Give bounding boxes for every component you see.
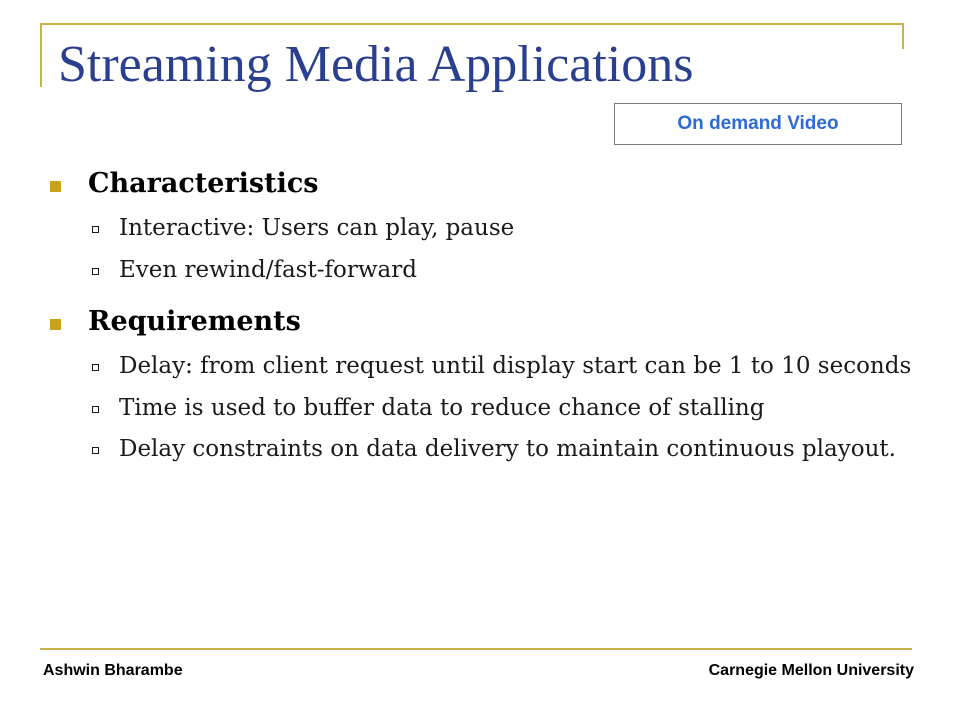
section-heading-text: Characteristics [88, 168, 319, 199]
sub-list [50, 352, 920, 464]
section-heading [50, 306, 920, 338]
tag-label: On demand Video [677, 113, 839, 134]
hollow-square-bullet-icon [92, 268, 99, 275]
list-item-text: Delay constraints on data delivery to maintain continuous playout. [119, 436, 896, 463]
list-item [50, 394, 920, 423]
list-item-text: Time is used to buffer data to reduce chance of stalling [119, 394, 765, 421]
list-item [50, 435, 920, 464]
list-item [50, 256, 920, 285]
bottom-rule [40, 648, 912, 650]
list-item [50, 214, 920, 243]
footer-institution: Carnegie Mellon University [708, 662, 914, 679]
list-item-text: Even rewind/fast-forward [119, 256, 417, 283]
section-characteristics [50, 168, 920, 285]
section-requirements [50, 306, 920, 465]
footer-author: Ashwin Bharambe [43, 662, 183, 679]
hollow-square-bullet-icon [92, 364, 99, 371]
list-item-text: Interactive: Users can play, pause [119, 215, 515, 242]
square-bullet-icon [50, 319, 61, 330]
hollow-square-bullet-icon [92, 406, 99, 413]
list-item [50, 352, 920, 381]
sub-list [50, 214, 920, 285]
section-heading-text: Requirements [88, 306, 301, 337]
square-bullet-icon [50, 181, 61, 192]
hollow-square-bullet-icon [92, 447, 99, 454]
list-item-text: Delay: from client request until display start can be 1 to 10 seconds [119, 353, 912, 380]
section-heading [50, 168, 920, 200]
hollow-square-bullet-icon [92, 226, 99, 233]
slide-title: Streaming Media Applications [58, 36, 694, 93]
